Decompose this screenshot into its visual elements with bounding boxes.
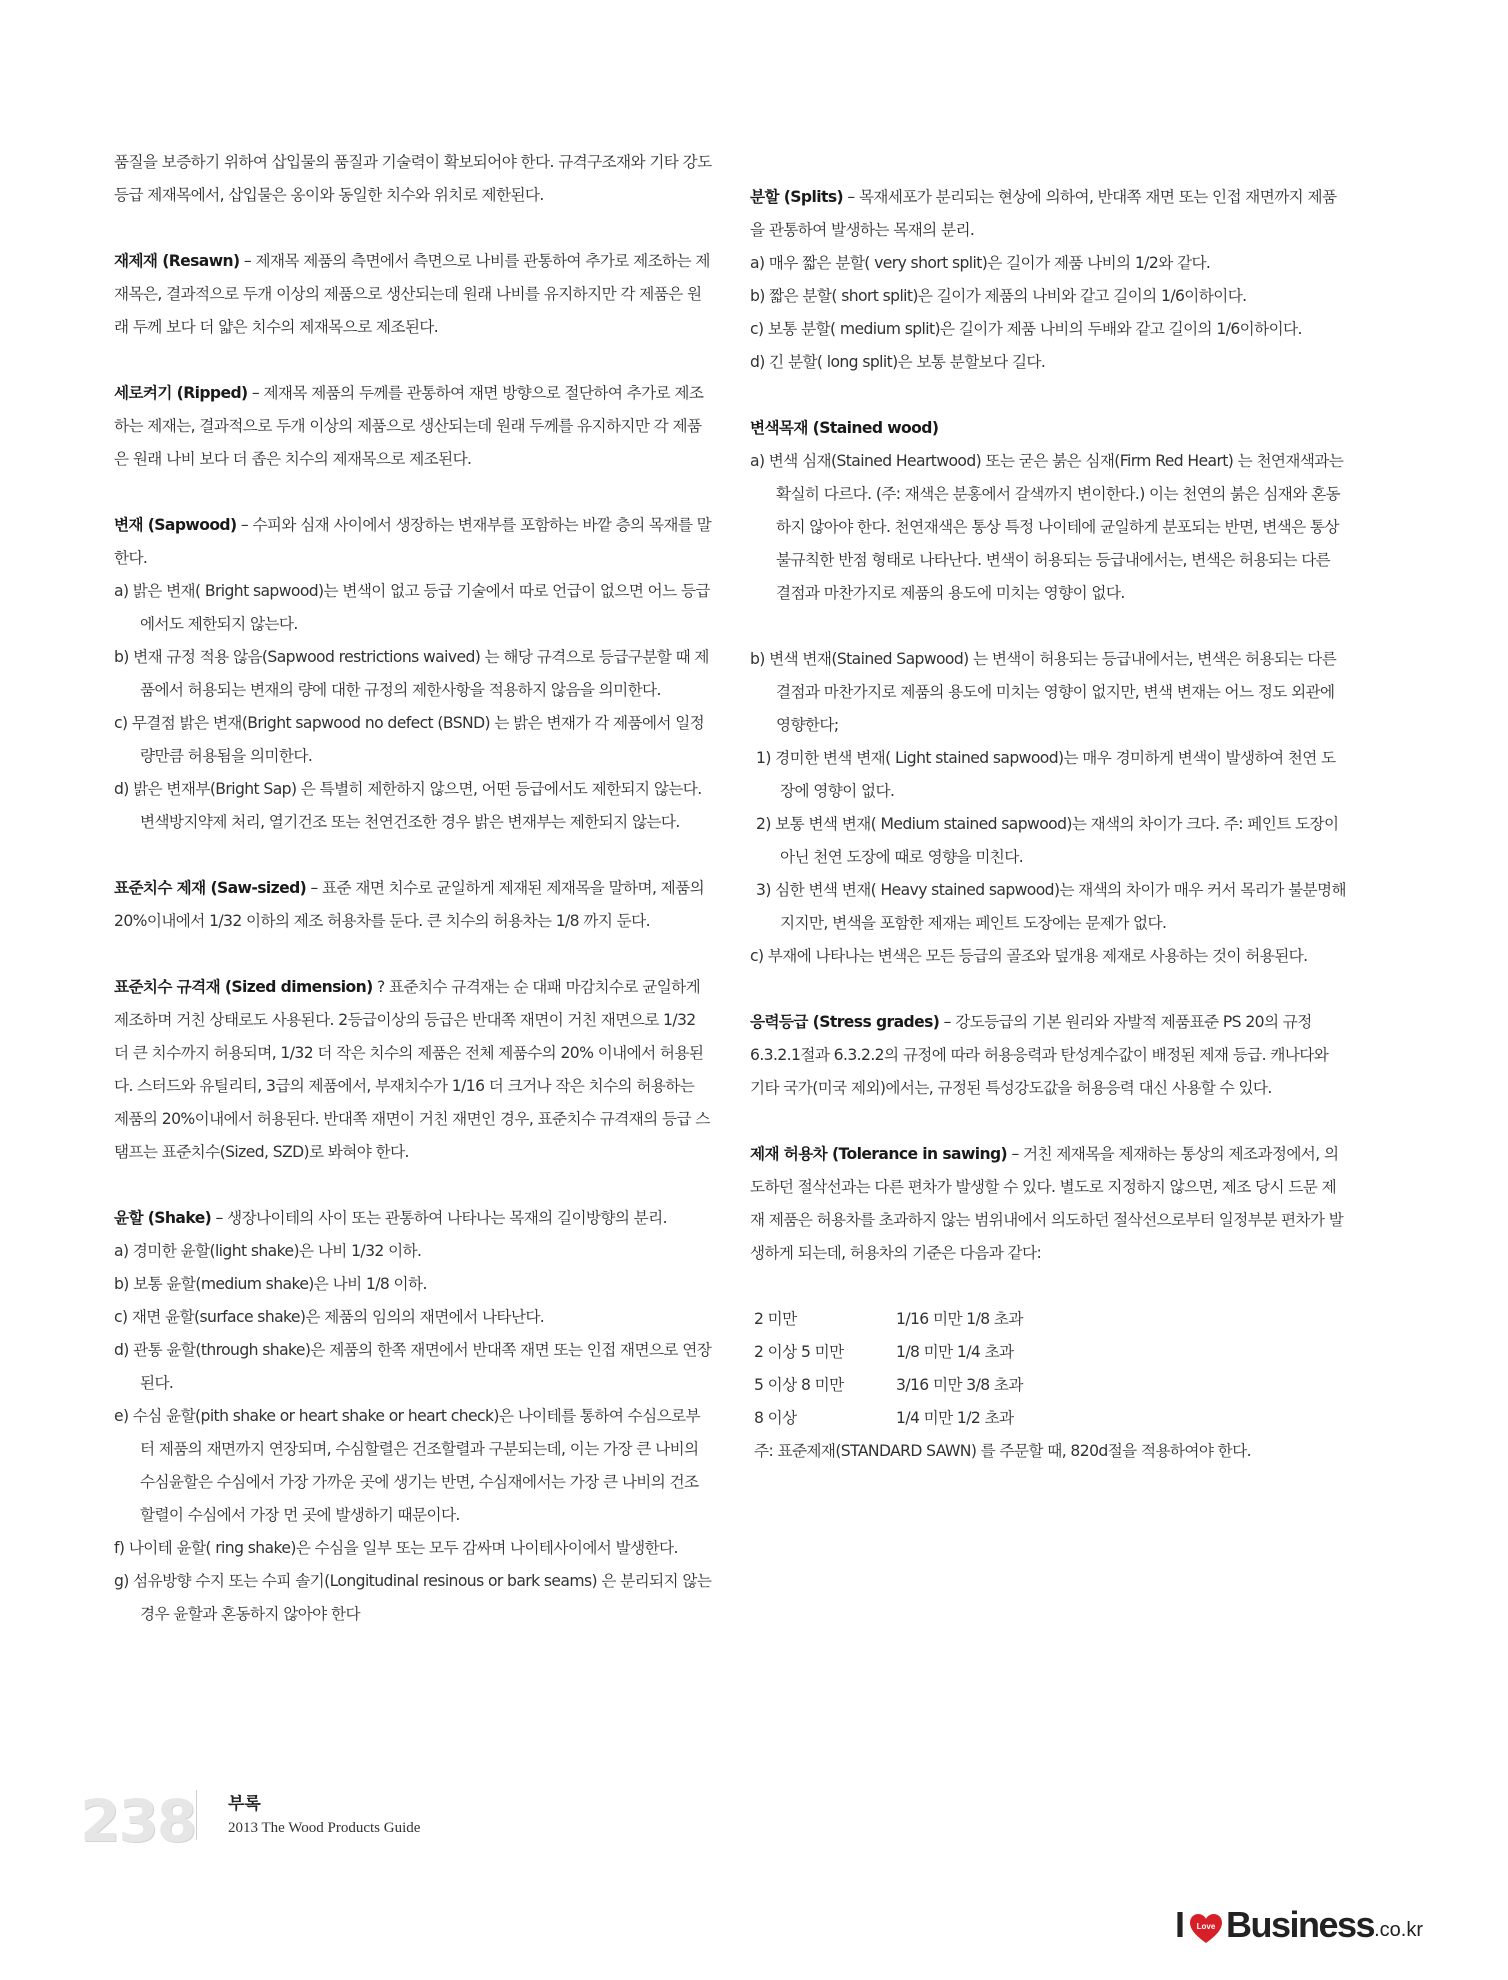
stress-grades-paragraph	[750, 1006, 1346, 1105]
resawn-text: – 제재목 제품의 측면에서 측면으로 나비를 관통하여 추가로 제조하는 제재목은, 결과적으로 두개 이상의 제품으로 생산되는데 원래 나비를 유지하지만 각 제품은 원래 두께 보다 더 얇은 치수의 제재목으로 제조된다.	[114, 252, 710, 336]
intro-paragraph: 품질을 보증하기 위하여 삽입물의 품질과 기술력이 확보되어야 한다. 규격구조재와 기타 강도등급 제재목에서, 삽입물은 옹이와 동일한 치수와 위치로 제한된다.	[114, 153, 712, 204]
sapwood-paragraph	[114, 509, 712, 575]
stress-grades-term: 응력등급 (Stress grades)	[750, 1013, 940, 1031]
table-cell: 2 미만	[754, 1310, 797, 1328]
ripped-text: – 제재목 제품의 두께를 관통하여 재면 방향으로 절단하여 추가로 제조하는 제재는, 결과적으로 두개 이상의 제품으로 생산되는데 원래 두께를 유지하지만 각 제품은 원래 나비 보다 더 좁은 치수의 제재목으로 제조된다.	[114, 384, 704, 468]
list-item: b) 변색 변재(Stained Sapwood) 는 변색이 허용되는 등급내에서는, 변색은 허용되는 다른 결점과 마찬가지로 제품의 용도에 미치는 영향이 없지만, 변색 변재는 어느 정도 외관에 영향한다;	[750, 650, 1337, 734]
list-item: 3) 심한 변색 변재( Heavy stained sapwood)는 재색의 차이가 매우 커서 목리가 불분명해지지만, 변색을 포함한 제재는 페인트 도장에는 문제가 없다.	[756, 881, 1346, 932]
list-item: d) 관통 윤할(through shake)은 제품의 한쪽 재면에서 반대쪽 재면 또는 인접 재면으로 연장된다.	[114, 1341, 712, 1392]
shake-text: – 생장나이테의 사이 또는 관통하여 나타나는 목재의 길이방향의 분리.	[211, 1209, 667, 1227]
table-cell: 1/8 미만 1/4 초과	[896, 1343, 1014, 1361]
tolerance-term: 제재 허용차 (Tolerance in sawing)	[750, 1145, 1008, 1163]
sapwood-term: 변재 (Sapwood)	[114, 516, 237, 534]
list-item: g) 섬유방향 수지 또는 수피 솔기(Longitudinal resinous or bark seams) 은 분리되지 않는 경우 윤할과 혼동하지 않아야 한다	[114, 1572, 712, 1623]
stained-wood-heading: 변색목재 (Stained wood)	[750, 419, 939, 437]
right-column	[750, 181, 1346, 1468]
logo-business-text: Business	[1226, 1904, 1375, 1945]
sized-dimension-text: ? 표준치수 규격재는 순 대패 마감치수로 균일하게 제조하며 거친 상태로도 사용된다. 2등급이상의 등급은 반대쪽 재면이 거친 재면으로 1/32 더 큰 치수까지 허용되며, 1/32 더 작은 치수의 제품은 전체 제품수의 20% 이내에서 허용된다. 스터드와 유틸리티, 3급의 제품에서, 부재치수가 1/16 더 크거나 작은 치수의 허용하는 제품의 20%이내에서 허용된다. 반대쪽 재면이 거친 재면인 경우, 표준치수 규격재의 등급 스탬프는 표준치수(Sized, SZD)로 봐혀야 한다.	[114, 978, 710, 1161]
table-cell: 5 이상 8 미만	[754, 1376, 844, 1394]
tolerance-note: 주: 표준제재(STANDARD SAWN) 를 주문할 때, 820d절을 적용하여야 한다.	[754, 1442, 1251, 1460]
list-item: c) 재면 윤할(surface shake)은 제품의 임의의 재면에서 나타난다.	[114, 1308, 545, 1326]
ilovebusiness-logo	[1175, 1896, 1423, 1946]
left-column	[114, 146, 712, 1631]
table-cell: 2 이상 5 미만	[754, 1343, 844, 1361]
list-item: f) 나이테 윤할( ring shake)은 수심을 일부 또는 모두 감싸며 나이테사이에서 발생한다.	[114, 1539, 678, 1557]
ripped-term: 세로켜기 (Ripped)	[114, 384, 248, 402]
splits-text: – 목재세포가 분리되는 현상에 의하여, 반대쪽 재면 또는 인접 재면까지 제품을 관통하여 발생하는 목재의 분리.	[750, 188, 1337, 239]
list-item: a) 매우 짧은 분할( very short split)은 길이가 제품 나비의 1/2와 같다.	[750, 254, 1211, 272]
splits-paragraph	[750, 181, 1346, 247]
logo-love-text: Love	[1196, 1922, 1216, 1931]
saw-sized-term: 표준치수 제재 (Saw-sized)	[114, 879, 307, 897]
list-item: d) 밝은 변재부(Bright Sap) 은 특별히 제한하지 않으면, 어떤 등급에서도 제한되지 않는다. 변색방지약제 처리, 열기건조 또는 천연건조한 경우 밝은 변재부는 제한되지 않는다.	[114, 780, 702, 831]
saw-sized-text: – 표준 재면 치수로 균일하게 제재된 제재목을 말하며, 제품의 20%이내에서 1/32 이하의 제조 허용차를 둔다. 큰 치수의 허용차는 1/8 까지 둔다.	[114, 879, 705, 930]
table-cell: 1/4 미만 1/2 초과	[896, 1409, 1014, 1427]
tolerance-paragraph	[750, 1138, 1346, 1270]
logo-i: I	[1175, 1904, 1186, 1945]
saw-sized-paragraph	[114, 872, 712, 938]
heart-icon	[1189, 1912, 1223, 1946]
resawn-term: 재제재 (Resawn)	[114, 252, 240, 270]
logo-domain-text: .co.kr	[1374, 1919, 1423, 1941]
page-number: 238	[80, 1787, 196, 1855]
shake-paragraph	[114, 1202, 712, 1235]
list-item: c) 무결점 밝은 변재(Bright sapwood no defect (BSND) 는 밝은 변재가 각 제품에서 일정량만큼 허용됨을 의미한다.	[114, 714, 705, 765]
list-item: a) 변색 심재(Stained Heartwood) 또는 굳은 붉은 심재(Firm Red Heart) 는 천연재색과는 확실히 다르다. (주: 재색은 분홍에서 갈색까지 변이한다.) 이는 천연의 붉은 심재와 혼동하지 않아야 한다. 천연재색은 통상 특정 나이테에 균일하게 분포되는 반면, 변색은 통상 불규칙한 반점 형태로 나타난다. 변색이 허용되는 등급내에서는, 변색은 허용되는 다른 결점과 마찬가지로 제품의 용도에 미치는 영향이 없다.	[750, 452, 1344, 602]
stress-grades-text: – 강도등급의 기본 원리와 자발적 제품표준 PS 20의 규정 6.3.2.1절과 6.3.2.2의 규정에 따라 허용응력과 탄성계수값이 배정된 제재 등급. 캐나다와 기타 국가(미국 제외)에서는, 규정된 특성강도값을 허용응력 대신 사용할 수 있다.	[750, 1013, 1329, 1097]
splits-term: 분할 (Splits)	[750, 188, 844, 206]
list-item: a) 경미한 윤할(light shake)은 나비 1/32 이하.	[114, 1242, 422, 1260]
list-item: b) 짧은 분할( short split)은 길이가 제품의 나비와 같고 길이의 1/6이하이다.	[750, 287, 1247, 305]
list-item: d) 긴 분할( long split)은 보통 분할보다 길다.	[750, 353, 1046, 371]
sized-dimension-term: 표준치수 규격재 (Sized dimension)	[114, 978, 373, 996]
tolerance-text: – 거친 제재목을 제재하는 통상의 제조과정에서, 의도하던 절삭선과는 다른 편차가 발생할 수 있다. 별도로 지정하지 않으면, 제조 당시 드문 제재 제품은 허용차를 초과하지 않는 범위내에서 의도하던 절삭선으로부터 일정부분 편차가 발생하게 되는데, 허용차의 기준은 다음과 같다:	[750, 1145, 1344, 1262]
sized-dimension-paragraph	[114, 971, 712, 1169]
list-item: c) 부재에 나타나는 변색은 모든 등급의 골조와 덮개용 제재로 사용하는 것이 허용된다.	[750, 947, 1308, 965]
footer-divider	[196, 1790, 197, 1840]
list-item: e) 수심 윤할(pith shake or heart shake or heart check)은 나이테를 통하여 수심으로부터 제품의 재면까지 연장되며, 수심할렬은 건조할렬과 구분되는데, 이는 가장 큰 나비의 수심윤할은 수심에서 가장 가까운 곳에 생기는 반면, 수심재에서는 가장 큰 나비의 건조할렬이 수심에서 가장 먼 곳에 발생하기 때문이다.	[114, 1407, 700, 1524]
list-item: b) 보통 윤할(medium shake)은 나비 1/8 이하.	[114, 1275, 427, 1293]
list-item: 1) 경미한 변색 변재( Light stained sapwood)는 매우 경미하게 변색이 발생하여 천연 도장에 영향이 없다.	[756, 749, 1336, 800]
sapwood-text: – 수피와 심재 사이에서 생장하는 변재부를 포함하는 바깥 층의 목재를 말한다.	[114, 516, 712, 567]
list-item: b) 변재 규정 적용 않음(Sapwood restrictions waived) 는 해당 규격으로 등급구분할 때 제품에서 허용되는 변재의 량에 대한 규정의 제한사항을 적용하지 않음을 의미한다.	[114, 648, 709, 699]
tolerance-table	[750, 1303, 1346, 1435]
footer-subtitle: 2013 The Wood Products Guide	[228, 1820, 421, 1836]
list-item: c) 보통 분할( medium split)은 길이가 제품 나비의 두배와 같고 길이의 1/6이하이다.	[750, 320, 1302, 338]
table-cell: 8 이상	[754, 1409, 797, 1427]
list-item: a) 밝은 변재( Bright sapwood)는 변색이 없고 등급 기술에서 따로 언급이 없으면 어느 등급에서도 제한되지 않는다.	[114, 582, 710, 633]
list-item: 2) 보통 변색 변재( Medium stained sapwood)는 재색의 차이가 크다. 주: 페인트 도장이 아닌 천연 도장에 때로 영향을 미친다.	[756, 815, 1339, 866]
shake-term: 윤할 (Shake)	[114, 1209, 212, 1227]
table-cell: 1/16 미만 1/8 초과	[896, 1310, 1023, 1328]
ripped-paragraph	[114, 377, 712, 476]
footer-section: 부록	[228, 1794, 261, 1814]
resawn-paragraph	[114, 245, 712, 344]
table-cell: 3/16 미만 3/8 초과	[896, 1376, 1023, 1394]
